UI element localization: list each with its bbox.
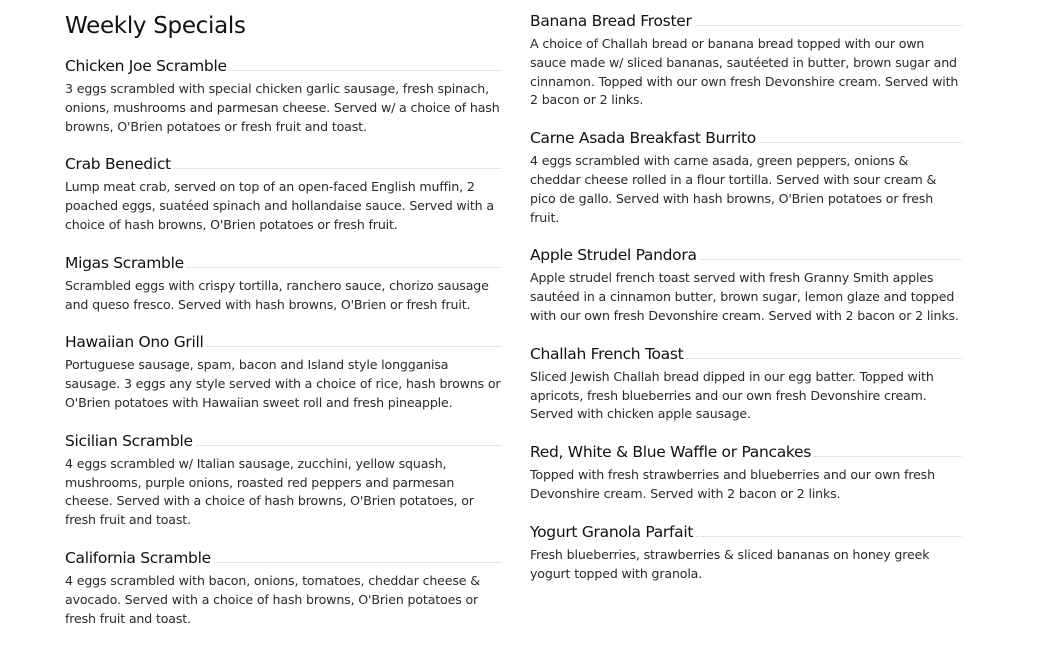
- menu-column-left: [65, 0, 501, 645]
- menu-item: [530, 10, 962, 110]
- menu-item-header: [65, 430, 501, 452]
- menu-item: [530, 343, 962, 424]
- menu-item-description: 4 eggs scrambled w/ Italian sausage, zucchini, yellow squash, mushrooms, purple onions, roasted red peppers and parmesan cheese. Served with a choice of hash browns, O'Brien potatoes, or fresh fruit and toast.: [65, 455, 474, 528]
- menu-item-header: [530, 441, 962, 463]
- menu-item-header: [65, 547, 501, 569]
- menu-item-description: Scrambled eggs with crispy tortilla, ranchero sauce, chorizo sausage and queso fresco. Served with hash browns, O'Brien or fresh fruit.: [65, 277, 489, 312]
- dotted-leader: [187, 267, 501, 268]
- menu-item-description: Sliced Jewish Challah bread dipped in our egg batter. Topped with apricots, fresh blueberries and our own fresh Devonshire cream. Served with chicken apple sausage.: [530, 368, 934, 422]
- menu-item: [530, 127, 962, 227]
- menu-item: [530, 521, 962, 584]
- menu-item-name: Migas Scramble: [65, 253, 184, 272]
- menu-item-name: Yogurt Granola Parfait: [530, 522, 694, 541]
- menu-item: [530, 244, 962, 325]
- menu-item-name: Chicken Joe Scramble: [65, 57, 227, 75]
- menu-item: [65, 153, 501, 234]
- menu-item-name: Hawaiian Ono Grill: [65, 333, 204, 352]
- dotted-leader: [196, 445, 501, 446]
- menu-item-name: Sicilian Scramble: [65, 431, 193, 450]
- menu-item-header: [65, 252, 501, 274]
- menu-column-right: [530, 0, 962, 600]
- menu-item-description: Topped with fresh strawberries and blueberries and our own fresh Devonshire cream. Served with 2 bacon or 2 links.: [530, 467, 935, 501]
- menu-item-header: [65, 153, 501, 175]
- menu-item-header: [65, 331, 501, 353]
- menu-item-name: Banana Bread Froster: [530, 12, 692, 30]
- menu-item-description: 3 eggs scrambled with special chicken garlic sausage, fresh spinach, onions, mushrooms and parmesan cheese. Served w/ a choice of hash browns, O'Brien potatoes or fresh fruit and toast.: [65, 81, 500, 134]
- menu-item: [65, 547, 501, 628]
- menu-item-name: California Scramble: [65, 548, 211, 567]
- menu-item: [65, 430, 501, 530]
- dotted-leader: [214, 562, 501, 563]
- dotted-leader: [700, 259, 962, 260]
- menu-item-header: [530, 10, 962, 32]
- dotted-leader: [686, 358, 962, 359]
- menu-item-name: Challah French Toast: [530, 344, 684, 363]
- dotted-leader: [759, 142, 962, 143]
- menu-item: [65, 55, 501, 136]
- dotted-leader: [814, 456, 962, 457]
- menu-item-name: Carne Asada Breakfast Burrito: [530, 129, 756, 148]
- menu-item-description: 4 eggs scrambled with carne asada, green peppers, onions & cheddar cheese rolled in a flour tortilla. Served with sour cream & pico de gallo. Served with hash browns, O'Brien potatoes or fresh fruit.: [530, 153, 937, 225]
- menu-item-header: [530, 244, 962, 266]
- dotted-leader: [230, 70, 501, 71]
- menu-item-description: Portuguese sausage, spam, bacon and Island style longganisa sausage. 3 eggs any style served with a choice of rice, hash browns or O'Brien potatoes with Hawaiian sweet roll and fresh pineapple.: [65, 357, 501, 410]
- menu-item-name: Crab Benedict: [65, 155, 171, 174]
- menu-item-description: Apple strudel french toast served with fresh Granny Smith apples sautéed in a cinnamon butter, brown sugar, lemon glaze and topped with our own fresh Devonshire cream. Served with 2 bacon or 2 links.: [530, 270, 959, 323]
- menu-item: [65, 331, 501, 412]
- menu-item-description: A choice of Challah bread or banana bread topped with our own sauce made w/ sliced bananas, sautéeted in butter, brown sugar and cinnamon. Topped with our own fresh Devonshire cream. Served with 2 bacon or 2 links.: [530, 36, 959, 108]
- menu-item-description: Lump meat crab, served on top of an open-faced English muffin, 2 poached eggs, suatéed spinach and hollandaise sauce. Served with a choice of hash browns, O'Brien potatoes or fresh fruit.: [65, 179, 494, 232]
- dotted-leader: [174, 168, 501, 169]
- dotted-leader: [207, 346, 501, 347]
- menu-item-description: Fresh blueberries, strawberries & sliced bananas on honey greek yogurt topped with granola.: [530, 546, 930, 581]
- menu-item: [65, 252, 501, 315]
- menu-item-header: [530, 343, 962, 365]
- dotted-leader: [695, 25, 962, 26]
- menu-item-name: Red, White & Blue Waffle or Pancakes: [530, 443, 812, 462]
- menu-item: [530, 441, 962, 504]
- menu-item-header: [65, 55, 501, 77]
- menu-item-name: Apple Strudel Pandora: [530, 246, 697, 265]
- menu-item-header: [530, 521, 962, 543]
- page-title: Weekly Specials: [65, 13, 246, 39]
- menu-item-description: 4 eggs scrambled with bacon, onions, tomatoes, cheddar cheese & avocado. Served with a choice of hash browns, O'Brien potatoes or fresh fruit and toast.: [65, 572, 480, 626]
- menu-item-header: [530, 127, 962, 149]
- dotted-leader: [696, 536, 962, 537]
